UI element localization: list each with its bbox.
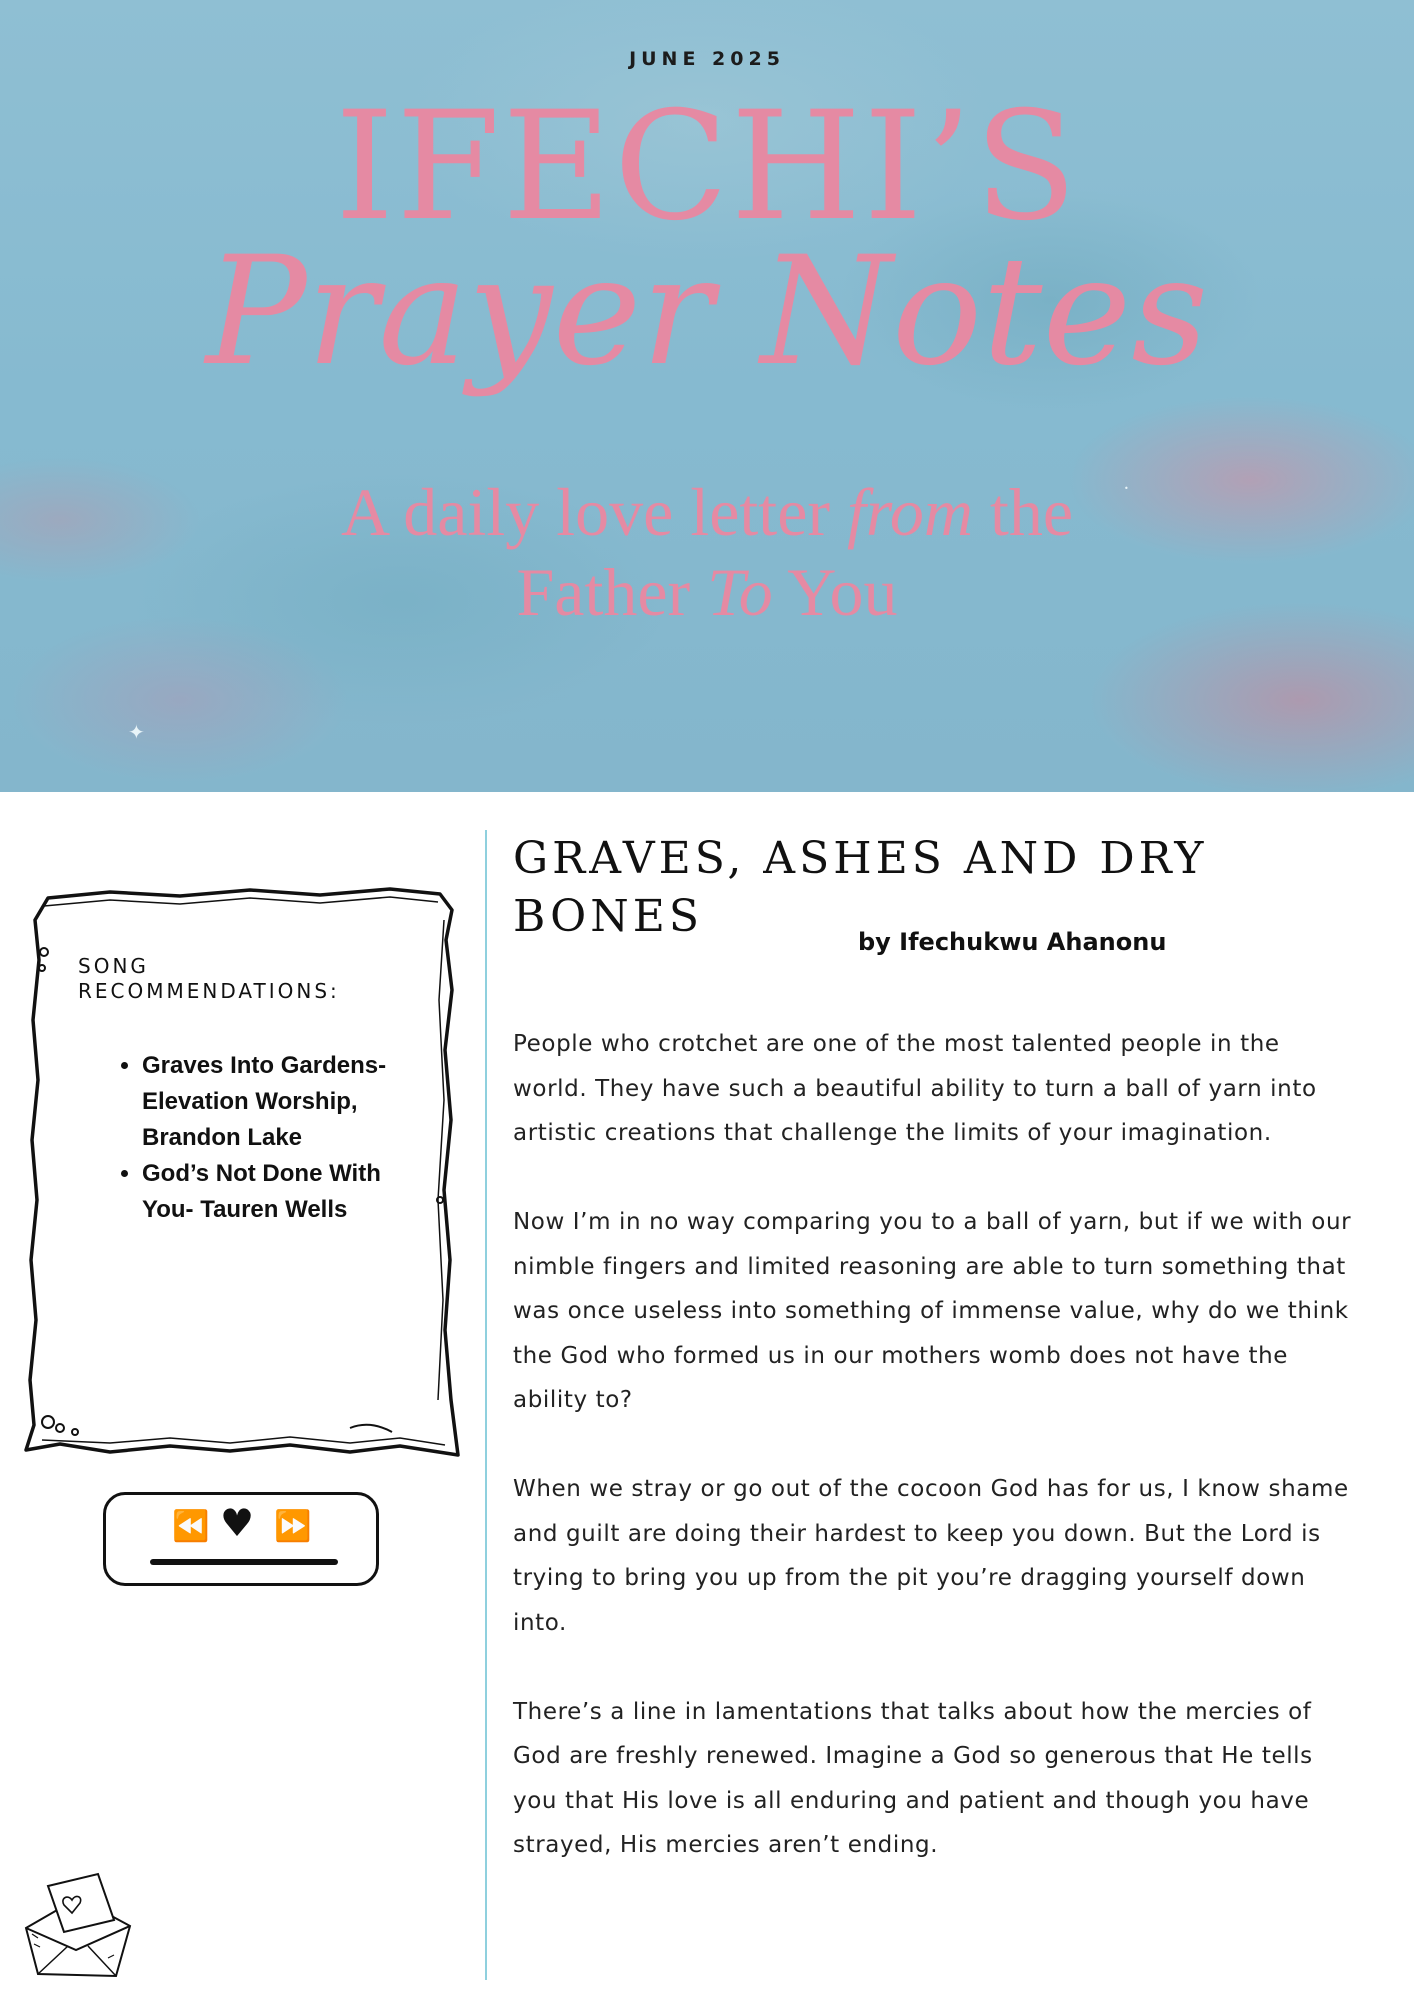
list-item: • God’s Not Done With You- Tauren Wells	[142, 1156, 422, 1228]
progress-bar[interactable]	[150, 1559, 338, 1565]
music-player	[103, 1492, 379, 1586]
issue-date: JUNE 2025	[629, 48, 785, 70]
fast-forward-icon[interactable]: ⏩	[274, 1509, 312, 1544]
envelope-icon	[18, 1868, 136, 1980]
rewind-icon[interactable]: ⏪	[172, 1509, 210, 1544]
song-list	[92, 1048, 422, 1228]
article-title: GRAVES, ASHES AND DRY BONES	[513, 833, 1208, 942]
column-divider	[485, 830, 487, 1980]
article-body	[513, 1022, 1353, 1912]
header-banner	[0, 0, 1414, 792]
tagline: A daily love letter from the Father To You	[340, 474, 1074, 630]
heart-icon[interactable]: ♥	[220, 1501, 255, 1545]
newsletter-title: IFECHI’S	[334, 80, 1080, 254]
song-recommendations-heading: SONG RECOMMENDATIONS:	[78, 954, 340, 1003]
article-paragraph: People who crotchet are one of the most talented people in the world. They have such a beautiful ability to turn a ball of yarn into artistic creations that challenge the limits of your imagination.	[513, 1031, 1317, 1146]
article-byline: by Ifechukwu Ahanonu	[858, 928, 1167, 956]
article-paragraph: When we stray or go out of the cocoon God has for us, I know shame and guilt are doing their hardest to keep you down. But the Lord is trying to bring you up from the pit you’re dragging yourself down into.	[513, 1476, 1349, 1636]
newsletter-subtitle: Prayer Notes	[205, 225, 1209, 399]
list-item: • Graves Into Gardens- Elevation Worship, Brandon Lake	[142, 1048, 422, 1156]
article-paragraph: Now I’m in no way comparing you to a ball of yarn, but if we with our nimble fingers and limited reasoning are able to turn something that was once useless into something of immense value, why do we think the God who formed us in our mothers womb does not have the ability to?	[513, 1209, 1352, 1413]
sparkle-icon: •	[1124, 484, 1129, 493]
sparkle-icon: ✦	[128, 720, 145, 744]
article-paragraph: There’s a line in lamentations that talks about how the mercies of God are freshly renewed. Imagine a God so generous that He tells you that His love is all enduring and patient and though you have strayed, His mercies aren’t ending.	[513, 1698, 1313, 1858]
